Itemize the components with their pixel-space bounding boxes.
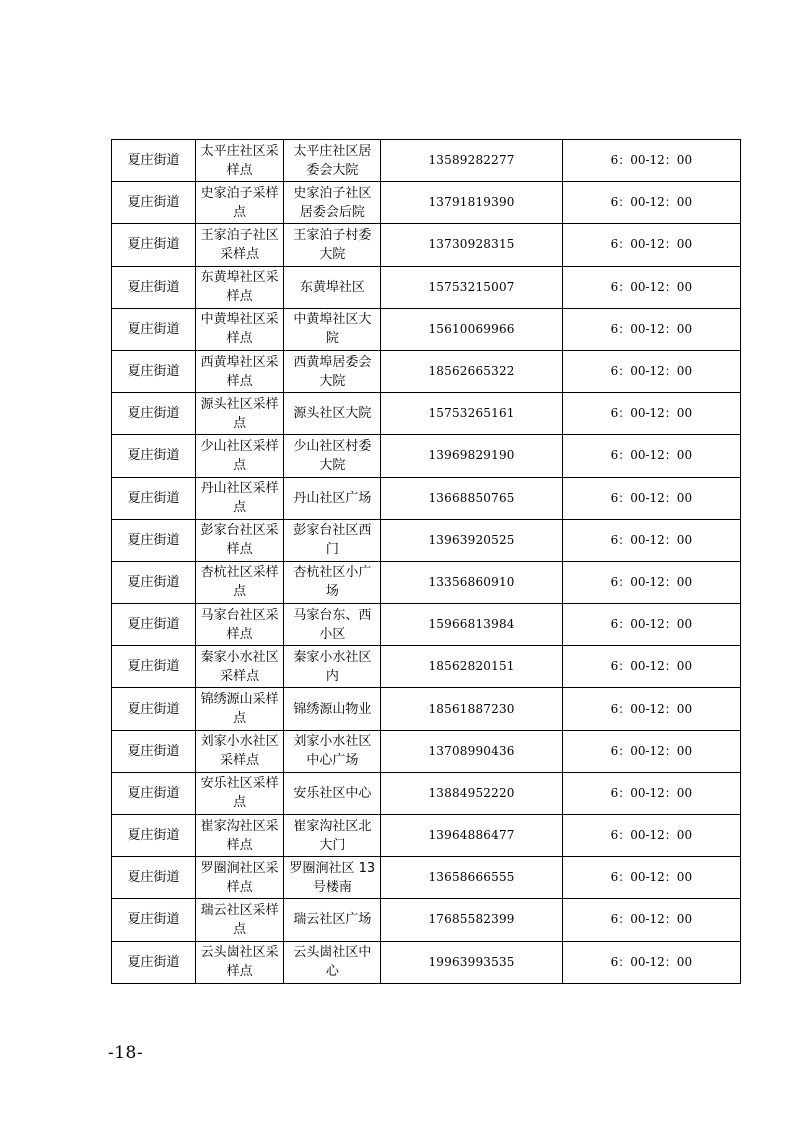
- address-cell: 马家台东、西小区: [284, 604, 381, 646]
- sampling-point-cell: 刘家小水社区采样点: [196, 730, 284, 772]
- street-cell: 夏庄街道: [112, 772, 196, 814]
- street-cell: 夏庄街道: [112, 308, 196, 350]
- hours-cell: 6：00-12：00: [562, 772, 740, 814]
- sampling-point-cell: 崔家沟社区采样点: [196, 815, 284, 857]
- sampling-point-cell: 东黄埠社区采样点: [196, 266, 284, 308]
- address-cell: 史家泊子社区居委会后院: [284, 182, 381, 224]
- sampling-point-cell: 太平庄社区采样点: [196, 140, 284, 182]
- table-row: [112, 266, 741, 308]
- sampling-point-cell: 中黄埠社区采样点: [196, 308, 284, 350]
- phone-cell: 15753265161: [381, 393, 562, 435]
- street-cell: 夏庄街道: [112, 350, 196, 392]
- sampling-point-cell: 安乐社区采样点: [196, 772, 284, 814]
- hours-cell: 6：00-12：00: [562, 941, 740, 983]
- phone-cell: 15966813984: [381, 604, 562, 646]
- street-cell: 夏庄街道: [112, 857, 196, 899]
- table-row: [112, 393, 741, 435]
- phone-cell: 15610069966: [381, 308, 562, 350]
- address-cell: 东黄埠社区: [284, 266, 381, 308]
- hours-cell: 6：00-12：00: [562, 815, 740, 857]
- address-cell: 中黄埠社区大院: [284, 308, 381, 350]
- street-cell: 夏庄街道: [112, 646, 196, 688]
- sampling-point-cell: 锦绣源山采样点: [196, 688, 284, 730]
- table-row: [112, 477, 741, 519]
- address-cell: 云头崮社区中心: [284, 941, 381, 983]
- phone-cell: 13589282277: [381, 140, 562, 182]
- table-row: [112, 308, 741, 350]
- phone-cell: 13658666555: [381, 857, 562, 899]
- address-cell: 丹山社区广场: [284, 477, 381, 519]
- street-cell: 夏庄街道: [112, 182, 196, 224]
- sampling-point-cell: 秦家小水社区采样点: [196, 646, 284, 688]
- sampling-point-cell: 王家泊子社区采样点: [196, 224, 284, 266]
- street-cell: 夏庄街道: [112, 477, 196, 519]
- hours-cell: 6：00-12：00: [562, 393, 740, 435]
- address-cell: 安乐社区中心: [284, 772, 381, 814]
- table-row: [112, 350, 741, 392]
- table-row: [112, 941, 741, 983]
- sampling-point-cell: 瑞云社区采样点: [196, 899, 284, 941]
- phone-cell: 18561887230: [381, 688, 562, 730]
- table-row: [112, 182, 741, 224]
- phone-cell: 15753215007: [381, 266, 562, 308]
- hours-cell: 6：00-12：00: [562, 140, 740, 182]
- hours-cell: 6：00-12：00: [562, 519, 740, 561]
- table-body: [112, 140, 741, 984]
- phone-cell: 18562665322: [381, 350, 562, 392]
- table-row: [112, 604, 741, 646]
- address-cell: 太平庄社区居委会大院: [284, 140, 381, 182]
- table-row: [112, 435, 741, 477]
- sampling-point-cell: 马家台社区采样点: [196, 604, 284, 646]
- hours-cell: 6：00-12：00: [562, 857, 740, 899]
- hours-cell: 6：00-12：00: [562, 308, 740, 350]
- street-cell: 夏庄街道: [112, 899, 196, 941]
- table-row: [112, 857, 741, 899]
- hours-cell: 6：00-12：00: [562, 604, 740, 646]
- address-cell: 刘家小水社区中心广场: [284, 730, 381, 772]
- address-cell: 秦家小水社区内: [284, 646, 381, 688]
- phone-cell: 13730928315: [381, 224, 562, 266]
- phone-cell: 13884952220: [381, 772, 562, 814]
- phone-cell: 13791819390: [381, 182, 562, 224]
- phone-cell: 13964886477: [381, 815, 562, 857]
- phone-cell: 13708990436: [381, 730, 562, 772]
- sampling-points-table: [111, 139, 741, 984]
- street-cell: 夏庄街道: [112, 561, 196, 603]
- phone-cell: 13668850765: [381, 477, 562, 519]
- phone-cell: 19963993535: [381, 941, 562, 983]
- hours-cell: 6：00-12：00: [562, 266, 740, 308]
- sampling-point-cell: 源头社区采样点: [196, 393, 284, 435]
- sampling-point-cell: 杏杭社区采样点: [196, 561, 284, 603]
- phone-cell: 13969829190: [381, 435, 562, 477]
- address-cell: 王家泊子村委大院: [284, 224, 381, 266]
- sampling-point-cell: 云头崮社区采样点: [196, 941, 284, 983]
- sampling-point-cell: 罗圈涧社区采样点: [196, 857, 284, 899]
- hours-cell: 6：00-12：00: [562, 730, 740, 772]
- table-row: [112, 688, 741, 730]
- street-cell: 夏庄街道: [112, 435, 196, 477]
- sampling-point-cell: 丹山社区采样点: [196, 477, 284, 519]
- table-row: [112, 730, 741, 772]
- sampling-point-cell: 西黄埠社区采样点: [196, 350, 284, 392]
- address-cell: 罗圈涧社区 13 号楼南: [284, 857, 381, 899]
- table-row: [112, 772, 741, 814]
- street-cell: 夏庄街道: [112, 519, 196, 561]
- address-cell: 源头社区大院: [284, 393, 381, 435]
- table-row: [112, 561, 741, 603]
- street-cell: 夏庄街道: [112, 688, 196, 730]
- phone-cell: 17685582399: [381, 899, 562, 941]
- hours-cell: 6：00-12：00: [562, 477, 740, 519]
- hours-cell: 6：00-12：00: [562, 350, 740, 392]
- sampling-point-cell: 少山社区采样点: [196, 435, 284, 477]
- street-cell: 夏庄街道: [112, 815, 196, 857]
- hours-cell: 6：00-12：00: [562, 224, 740, 266]
- street-cell: 夏庄街道: [112, 140, 196, 182]
- street-cell: 夏庄街道: [112, 941, 196, 983]
- phone-cell: 13963920525: [381, 519, 562, 561]
- address-cell: 崔家沟社区北大门: [284, 815, 381, 857]
- table-row: [112, 815, 741, 857]
- hours-cell: 6：00-12：00: [562, 899, 740, 941]
- address-cell: 杏杭社区小广场: [284, 561, 381, 603]
- street-cell: 夏庄街道: [112, 266, 196, 308]
- table-row: [112, 140, 741, 182]
- table-row: [112, 224, 741, 266]
- street-cell: 夏庄街道: [112, 604, 196, 646]
- hours-cell: 6：00-12：00: [562, 646, 740, 688]
- street-cell: 夏庄街道: [112, 730, 196, 772]
- hours-cell: 6：00-12：00: [562, 182, 740, 224]
- address-cell: 锦绣源山物业: [284, 688, 381, 730]
- street-cell: 夏庄街道: [112, 393, 196, 435]
- phone-cell: 18562820151: [381, 646, 562, 688]
- address-cell: 西黄埠居委会大院: [284, 350, 381, 392]
- address-cell: 彭家台社区西门: [284, 519, 381, 561]
- hours-cell: 6：00-12：00: [562, 561, 740, 603]
- address-cell: 瑞云社区广场: [284, 899, 381, 941]
- phone-cell: 13356860910: [381, 561, 562, 603]
- table-row: [112, 519, 741, 561]
- table-row: [112, 899, 741, 941]
- sampling-point-cell: 彭家台社区采样点: [196, 519, 284, 561]
- sampling-point-cell: 史家泊子采样点: [196, 182, 284, 224]
- hours-cell: 6：00-12：00: [562, 688, 740, 730]
- street-cell: 夏庄街道: [112, 224, 196, 266]
- page-number: -18-: [108, 1043, 144, 1063]
- hours-cell: 6：00-12：00: [562, 435, 740, 477]
- table-row: [112, 646, 741, 688]
- address-cell: 少山社区村委大院: [284, 435, 381, 477]
